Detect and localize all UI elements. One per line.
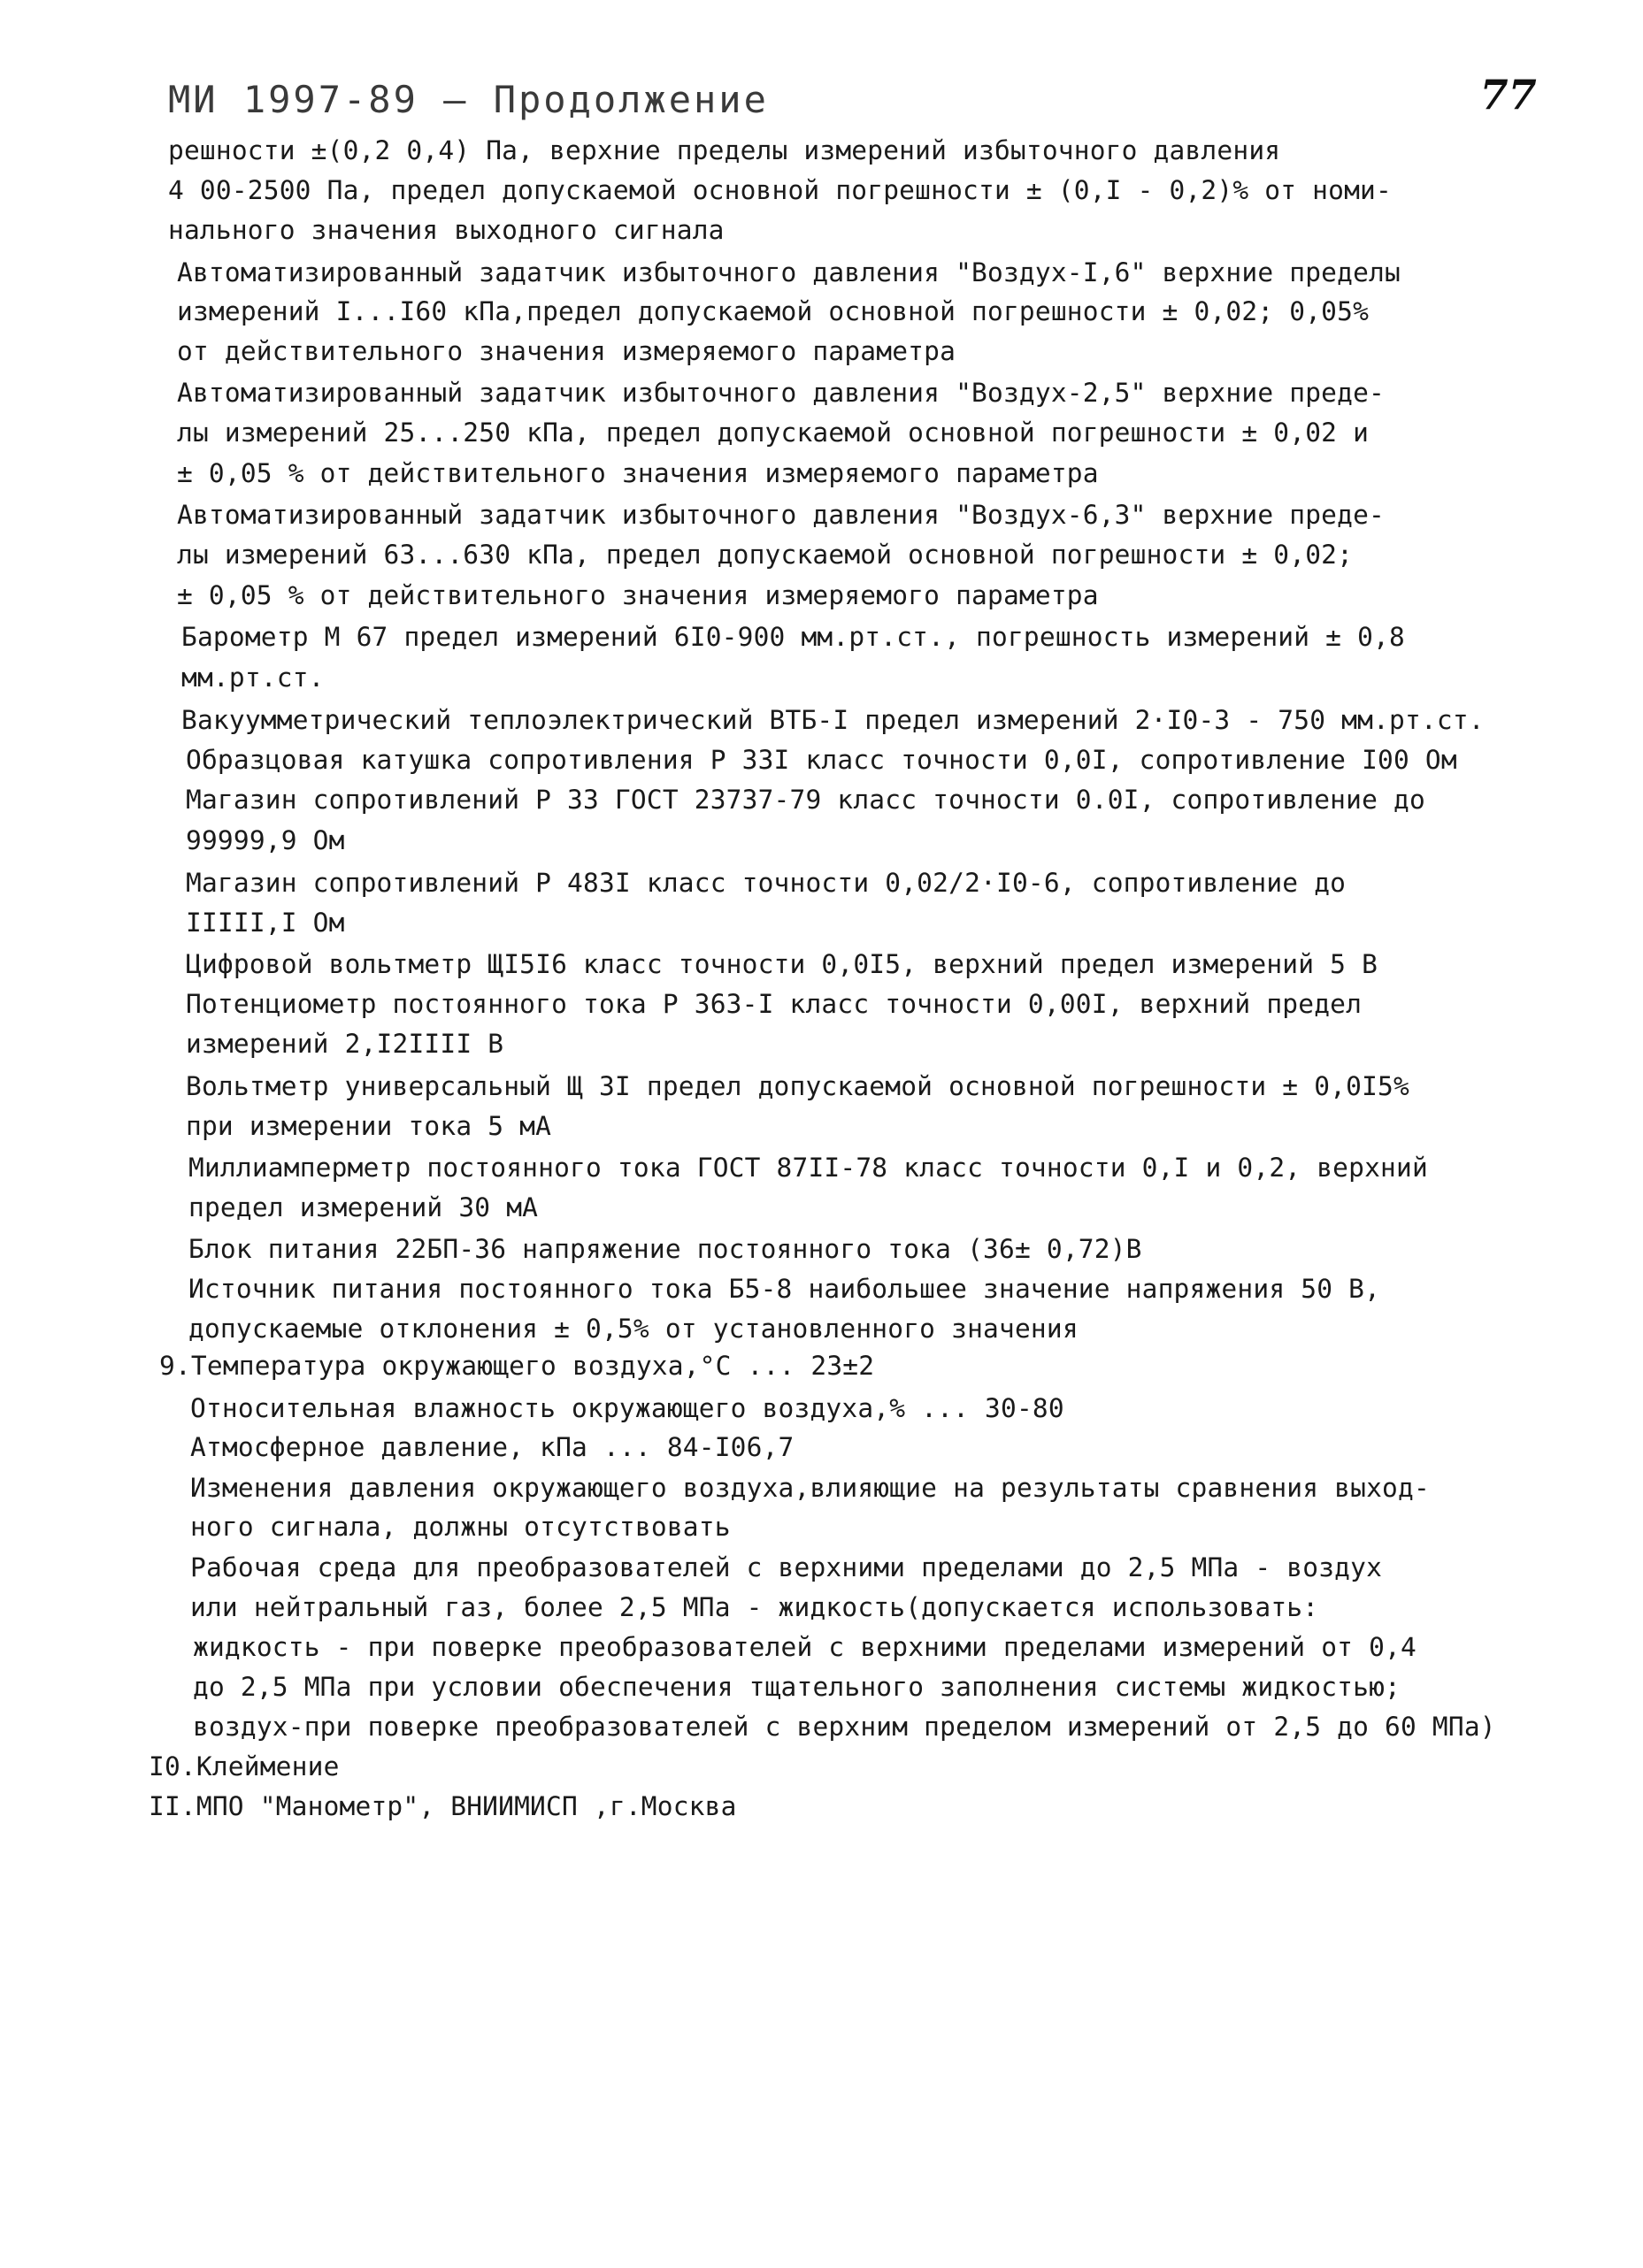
text-line: 4 00-2500 Па, предел допускаемой основной погрешности ± (0,I - 0,2)% от номи- bbox=[168, 175, 1392, 205]
text-line: ± 0,05 % от действительного значения измеряемого параметра bbox=[177, 458, 1099, 488]
text-line: Атмосферное давление, кПа ... 84-I06,7 bbox=[190, 1432, 795, 1462]
text-line: до 2,5 МПа при условии обеспечения тщательного заполнения системы жидкостью; bbox=[193, 1672, 1401, 1702]
page-number: 77 bbox=[1479, 71, 1537, 119]
text-line: I0.Клеймение bbox=[149, 1751, 340, 1781]
page-header: МИ 1997-89 – Продолжение bbox=[168, 78, 769, 121]
text-line: жидкость - при поверке преобразователей с верхними пределами измерений от 0,4 bbox=[193, 1632, 1417, 1662]
text-line: Относительная влажность окружающего воздуха,% ... 30-80 bbox=[190, 1393, 1064, 1423]
text-line: от действительного значения измеряемого параметра bbox=[177, 336, 956, 366]
text-line: Цифровой вольтметр ЩI5I6 класс точности 0,0I5, верхний предел измерений 5 В bbox=[186, 949, 1378, 979]
text-line: лы измерений 63...630 кПа, предел допускаемой основной погрешности ± 0,02; bbox=[177, 540, 1354, 570]
text-line: измерений I...I60 кПа,предел допускаемой основной погрешности ± 0,02; 0,05% bbox=[177, 296, 1370, 326]
text-line: II.МПО "Манометр", ВНИИМИСП ,г.Москва bbox=[149, 1791, 737, 1821]
text-line: Миллиамперметр постоянного тока ГОСТ 87II-78 класс точности 0,I и 0,2, верхний bbox=[188, 1153, 1428, 1183]
text-line: Магазин сопротивлений Р 483I класс точности 0,02/2·I0-6, сопротивление до bbox=[186, 868, 1347, 898]
text-line: лы измерений 25...250 кПа, предел допускаемой основной погрешности ± 0,02 и bbox=[177, 418, 1370, 448]
text-line: решности ±(0,2 0,4) Па, верхние пределы измерений избыточного давления bbox=[168, 135, 1281, 165]
text-line: при измерении тока 5 мА bbox=[186, 1111, 552, 1141]
text-line: или нейтральный газ, более 2,5 МПа - жидкость(допускается использовать: bbox=[190, 1592, 1319, 1622]
text-line: измерений 2,I2IIII В bbox=[186, 1029, 504, 1059]
text-line: Образцовая катушка сопротивления Р 33I класс точности 0,0I, сопротивление I00 Ом bbox=[186, 745, 1457, 775]
text-line: Рабочая среда для преобразователей с верхними пределами до 2,5 МПа - воздух bbox=[190, 1552, 1383, 1582]
text-line: допускаемые отклонения ± 0,5% от установленного значения bbox=[188, 1314, 1079, 1344]
text-line: Потенциометр постоянного тока Р 363-I класс точности 0,00I, верхний предел bbox=[186, 989, 1363, 1019]
text-line: IIIII,I Ом bbox=[186, 908, 345, 938]
text-line: Вакуумметрический теплоэлектрический ВТБ-I предел измерений 2·I0-3 - 750 мм.рт.ст. bbox=[181, 705, 1485, 735]
text-line: Барометр М 67 предел измерений 6I0-900 мм.рт.ст., погрешность измерений ± 0,8 bbox=[181, 622, 1405, 652]
text-line: ного сигнала, должны отсутствовать bbox=[190, 1512, 731, 1542]
text-line: нального значения выходного сигнала bbox=[168, 215, 725, 245]
text-line: Изменения давления окружающего воздуха,влияющие на результаты сравнения выход- bbox=[190, 1473, 1430, 1503]
text-line: 99999,9 Ом bbox=[186, 825, 345, 855]
text-line: Автоматизированный задатчик избыточного давления "Воздух-2,5" верхние преде- bbox=[177, 378, 1385, 408]
text-line: Автоматизированный задатчик избыточного давления "Воздух-6,3" верхние преде- bbox=[177, 500, 1385, 530]
text-line: Блок питания 22БП-36 напряжение постоянного тока (36± 0,72)В bbox=[188, 1234, 1142, 1264]
text-line: 9.Температура окружающего воздуха,°С ... 23±2 bbox=[159, 1351, 875, 1381]
text-line: Вольтметр универсальный Щ 3I предел допускаемой основной погрешности ± 0,0I5% bbox=[186, 1071, 1409, 1101]
text-line: мм.рт.ст. bbox=[181, 663, 325, 693]
text-line: Автоматизированный задатчик избыточного давления "Воздух-I,6" верхние пределы bbox=[177, 257, 1401, 287]
text-line: ± 0,05 % от действительного значения измеряемого параметра bbox=[177, 580, 1099, 610]
text-line: воздух-при поверке преобразователей с верхним пределом измерений от 2,5 до 60 МПа) bbox=[193, 1712, 1496, 1742]
text-line: Магазин сопротивлений Р 33 ГОСТ 23737-79 класс точности 0.0I, сопротивление до bbox=[186, 785, 1425, 815]
text-line: Источник питания постоянного тока Б5-8 наибольшее значение напряжения 50 В, bbox=[188, 1274, 1381, 1304]
text-line: предел измерений 30 мА bbox=[188, 1192, 539, 1222]
